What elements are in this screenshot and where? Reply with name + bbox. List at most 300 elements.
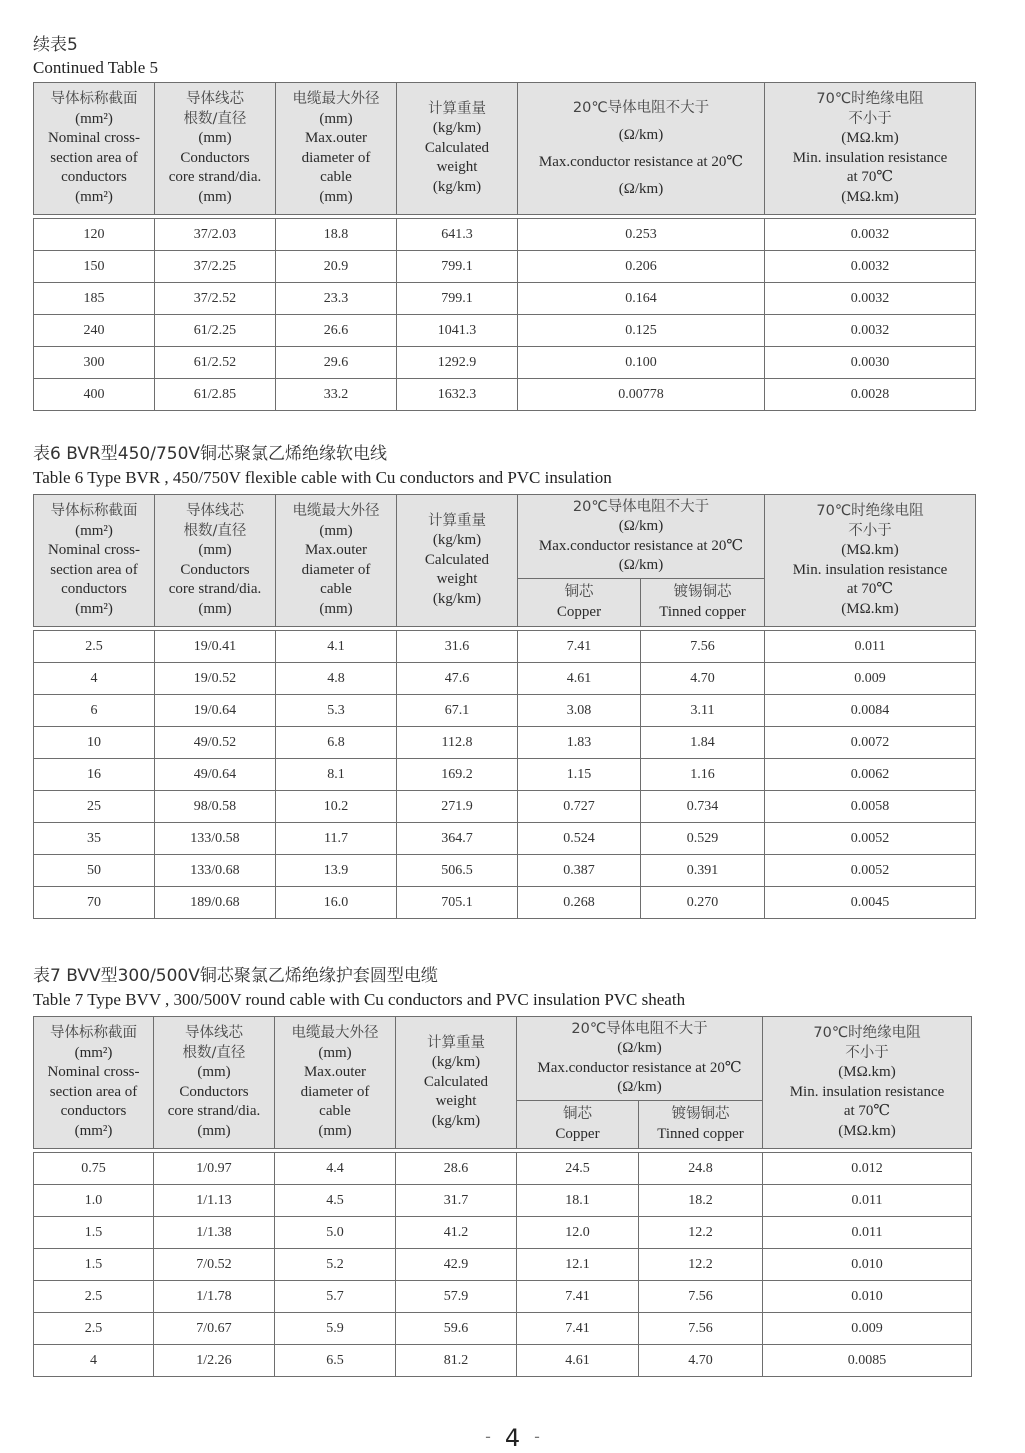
header-line: Copper [555, 1125, 600, 1142]
header-line: Calculated [424, 551, 490, 568]
table-cell: 3.08 [518, 695, 641, 727]
table7-body [34, 1149, 972, 1377]
header-line: 电缆最大外径 [292, 91, 380, 107]
header-line: (mm²) [75, 110, 113, 127]
table-cell: 4.8 [276, 663, 397, 695]
header-copper [518, 579, 641, 627]
table-cell: 1041.3 [397, 315, 518, 347]
table-cell: 61/2.52 [155, 347, 276, 379]
header-line: 铜芯 [564, 584, 594, 600]
table-cell: 0.0084 [765, 695, 976, 727]
table-cell: 19/0.41 [155, 631, 276, 663]
table-cell: 4 [34, 1345, 154, 1377]
header-line: (mm) [319, 188, 353, 205]
header-line: (mm²) [75, 600, 113, 617]
table-cell: 705.1 [397, 887, 518, 919]
table-cell: 4.70 [639, 1345, 763, 1377]
table-cell: 61/2.25 [155, 315, 276, 347]
table-cell: 1632.3 [397, 379, 518, 411]
table-cell: 24.5 [517, 1153, 639, 1185]
header-strand [154, 1017, 275, 1149]
header-line: (Ω/km) [618, 518, 664, 534]
table-cell: 61/2.85 [155, 379, 276, 411]
table-cell: 0.009 [763, 1313, 972, 1345]
table-row [34, 631, 976, 663]
table-cell: 506.5 [397, 855, 518, 887]
header-line: weight [436, 159, 478, 176]
header-line: (Ω/km) [617, 1079, 662, 1095]
table-cell: 12.1 [517, 1249, 639, 1281]
header-line: (mm) [319, 522, 353, 539]
header-line: (kg/km) [432, 120, 482, 137]
table-cell: 5.3 [276, 695, 397, 727]
header-area [34, 83, 155, 215]
table-cell: 1.84 [641, 727, 765, 759]
header-line: at 70℃ [846, 581, 894, 597]
header-line: weight [436, 571, 478, 588]
table-cell: 59.6 [396, 1313, 517, 1345]
table-cell: 0.0030 [765, 347, 976, 379]
header-line: (Ω/km) [618, 557, 664, 573]
table-cell: 18.8 [276, 219, 397, 251]
header-line: (mm) [198, 542, 232, 558]
table-cell: 1.83 [518, 727, 641, 759]
table-cell: 0.0032 [765, 251, 976, 283]
header-line: 70℃时绝缘电阻 [816, 91, 924, 107]
header-line: (mm) [318, 1122, 352, 1139]
table-cell: 4.61 [518, 663, 641, 695]
table-cell: 37/2.25 [155, 251, 276, 283]
table6-body [34, 627, 976, 919]
header-line: (kg/km) [431, 1112, 481, 1129]
table-cell: 28.6 [396, 1153, 517, 1185]
table-cell: 271.9 [397, 791, 518, 823]
table-cell: 1/0.97 [154, 1153, 275, 1185]
header-line: at 70℃ [846, 169, 894, 185]
header-line: 导体线芯 [185, 1025, 243, 1041]
table-row [34, 251, 976, 283]
header-weight [396, 1017, 517, 1149]
header-line: 铜芯 [563, 1106, 592, 1122]
table-cell: 47.6 [397, 663, 518, 695]
table-cell: 49/0.64 [155, 759, 276, 791]
header-line: (MΩ.km) [841, 130, 899, 146]
table-cell: 0.011 [765, 631, 976, 663]
header-line: 20℃导体电阻不大于 [572, 498, 710, 515]
header-line: Max.outer [304, 542, 368, 558]
table-cell: 5.2 [275, 1249, 396, 1281]
table-cell: 1.15 [518, 759, 641, 791]
table-cell: 1292.9 [397, 347, 518, 379]
header-line: (mm) [198, 188, 232, 205]
table-cell: 31.6 [397, 631, 518, 663]
table-cell: 0.011 [763, 1217, 972, 1249]
header-line: Tinned copper [657, 1125, 744, 1142]
header-strand [155, 495, 276, 627]
table-cell: 0.270 [641, 887, 765, 919]
table-cell: 7.56 [641, 631, 765, 663]
header-diameter [276, 83, 397, 215]
table-cell: 0.009 [765, 663, 976, 695]
header-line: (kg/km) [432, 178, 482, 195]
header-line: Conductors [180, 561, 250, 578]
table-cell: 0.387 [518, 855, 641, 887]
header-line: (mm) [198, 130, 232, 146]
table-cell: 364.7 [397, 823, 518, 855]
table-cell: 169.2 [397, 759, 518, 791]
table-cell: 37/2.03 [155, 219, 276, 251]
table-row [34, 1345, 972, 1377]
table-cell: 400 [34, 379, 155, 411]
table7-title-cn: 表7 BVV型300/500V铜芯聚氯乙烯绝缘护套圆型电缆 [33, 966, 438, 986]
header-tinned-copper [639, 1101, 763, 1149]
header-line: section area of [49, 1083, 138, 1100]
table-cell: 20.9 [276, 251, 397, 283]
table-cell: 24.8 [639, 1153, 763, 1185]
header-line: 根数/直径 [182, 1044, 246, 1061]
header-line: (MΩ.km) [838, 1064, 896, 1080]
table-cell: 641.3 [397, 219, 518, 251]
header-line: 20℃导体电阻不大于 [571, 1020, 708, 1037]
table-cell: 42.9 [396, 1249, 517, 1281]
table-cell: 0.727 [518, 791, 641, 823]
table-cell: 4.5 [275, 1185, 396, 1217]
table-row [34, 379, 976, 411]
table-cell: 10.2 [276, 791, 397, 823]
table-row [34, 855, 976, 887]
table-cell: 0.0052 [765, 823, 976, 855]
header-line: 根数/直径 [183, 522, 247, 539]
table-cell: 120 [34, 219, 155, 251]
table-cell: 12.2 [639, 1217, 763, 1249]
table-cell: 7.56 [639, 1313, 763, 1345]
table-cell: 133/0.58 [155, 823, 276, 855]
header-line: (MΩ.km) [838, 1122, 896, 1139]
header-resistance [517, 1017, 763, 1101]
table-cell: 98/0.58 [155, 791, 276, 823]
table-cell: 19/0.64 [155, 695, 276, 727]
table-row [34, 1281, 972, 1313]
header-area [34, 1017, 154, 1149]
header-line: cable [319, 1103, 351, 1119]
header-line: 20℃导体电阻不大于 [572, 99, 710, 116]
table-cell: 12.2 [639, 1249, 763, 1281]
table-cell: 0.391 [641, 855, 765, 887]
page-number-value: 4 [504, 1424, 521, 1452]
table-cell: 3.11 [641, 695, 765, 727]
table-cell: 0.0032 [765, 315, 976, 347]
header-line: Calculated [423, 1073, 489, 1090]
table-cell: 1.5 [34, 1249, 154, 1281]
header-line: 不小于 [848, 110, 892, 127]
table-cell: 35 [34, 823, 155, 855]
header-line: (mm²) [74, 1044, 113, 1061]
header-line: 导体线芯 [186, 91, 244, 107]
header-copper [517, 1101, 639, 1149]
header-line: conductors [60, 1103, 127, 1119]
header-line: (mm²) [75, 188, 113, 205]
header-weight [397, 495, 518, 627]
table-cell: 67.1 [397, 695, 518, 727]
table-cell: 0.253 [518, 219, 765, 251]
header-line: diameter of [301, 149, 371, 166]
table-row [34, 1153, 972, 1185]
table-cell: 5.7 [275, 1281, 396, 1313]
table-cell: 7/0.52 [154, 1249, 275, 1281]
table-cell: 0.164 [518, 283, 765, 315]
table-cell: 70 [34, 887, 155, 919]
table-cell: 6.8 [276, 727, 397, 759]
table-cell: 2.5 [34, 1313, 154, 1345]
table-cell: 25 [34, 791, 155, 823]
dash-right: - [534, 1427, 540, 1446]
header-line: conductors [61, 169, 127, 185]
table-cell: 1/1.13 [154, 1185, 275, 1217]
table-cell: 18.1 [517, 1185, 639, 1217]
header-line: 导体标称截面 [50, 503, 138, 519]
header-line: 不小于 [845, 1044, 889, 1061]
table-row [34, 219, 976, 251]
table-cell: 0.0062 [765, 759, 976, 791]
header-line: (mm²) [74, 1122, 113, 1139]
header-weight [397, 83, 518, 215]
header-line: Max.conductor resistance at 20℃ [538, 153, 744, 170]
dash-left: - [485, 1427, 491, 1446]
table6 [33, 494, 976, 919]
header-line: Nominal cross- [47, 542, 141, 558]
header-line: 镀锡铜芯 [673, 584, 732, 600]
table-cell: 13.9 [276, 855, 397, 887]
header-line: 电缆最大外径 [291, 1025, 379, 1041]
header-line: 镀锡铜芯 [671, 1106, 730, 1122]
table-cell: 12.0 [517, 1217, 639, 1249]
table-cell: 0.529 [641, 823, 765, 855]
header-diameter [276, 495, 397, 627]
table6-title-cn: 表6 BVR型450/750V铜芯聚氯乙烯绝缘软电线 [33, 444, 388, 464]
table-cell: 4.4 [275, 1153, 396, 1185]
header-line: at 70℃ [843, 1103, 891, 1119]
table-cell: 19/0.52 [155, 663, 276, 695]
table-cell: 16 [34, 759, 155, 791]
table-cell: 0.734 [641, 791, 765, 823]
header-line: (mm) [319, 600, 353, 617]
table-cell: 0.125 [518, 315, 765, 347]
header-line: (mm) [198, 600, 232, 617]
table-cell: 1.5 [34, 1217, 154, 1249]
header-line: Conductors [179, 1083, 249, 1100]
header-line: section area of [50, 561, 138, 578]
table-cell: 10 [34, 727, 155, 759]
header-line: Min. insulation resistance [792, 561, 948, 578]
header-line: 计算重量 [428, 100, 486, 117]
table-cell: 33.2 [276, 379, 397, 411]
table-cell: 150 [34, 251, 155, 283]
table-cell: 0.010 [763, 1249, 972, 1281]
header-line: Calculated [424, 139, 490, 156]
table-row [34, 727, 976, 759]
table-cell: 0.206 [518, 251, 765, 283]
header-line: core strand/dia. [167, 1103, 261, 1119]
table-cell: 7.41 [517, 1281, 639, 1313]
table-row [34, 791, 976, 823]
table-cell: 300 [34, 347, 155, 379]
header-strand [155, 83, 276, 215]
table5-title-en: Continued Table 5 [33, 58, 159, 77]
header-line: (mm²) [75, 522, 113, 539]
table-cell: 0.011 [763, 1185, 972, 1217]
header-line: 导体标称截面 [50, 91, 138, 107]
header-area [34, 495, 155, 627]
table-cell: 0.268 [518, 887, 641, 919]
table-row [34, 823, 976, 855]
table-cell: 18.2 [639, 1185, 763, 1217]
table-cell: 1/2.26 [154, 1345, 275, 1377]
table-row [34, 695, 976, 727]
page-number [0, 1424, 1025, 1452]
table-cell: 5.9 [275, 1313, 396, 1345]
table-cell: 37/2.52 [155, 283, 276, 315]
table-cell: 2.5 [34, 631, 155, 663]
table-cell: 7/0.67 [154, 1313, 275, 1345]
header-line: (mm) [318, 1044, 352, 1061]
table-cell: 8.1 [276, 759, 397, 791]
table-row [34, 759, 976, 791]
header-line: (Ω/km) [618, 126, 664, 143]
header-line: (mm) [319, 110, 353, 127]
table-cell: 31.7 [396, 1185, 517, 1217]
header-line: weight [435, 1093, 477, 1110]
table-row [34, 887, 976, 919]
header-line: Min. insulation resistance [789, 1083, 945, 1100]
table-cell: 49/0.52 [155, 727, 276, 759]
table-cell: 0.010 [763, 1281, 972, 1313]
table-cell: 0.0032 [765, 219, 976, 251]
header-line: Nominal cross- [47, 130, 141, 146]
table-cell: 0.0058 [765, 791, 976, 823]
header-resistance [518, 83, 765, 215]
table-cell: 0.100 [518, 347, 765, 379]
table-cell: 1/1.78 [154, 1281, 275, 1313]
header-line: Copper [556, 603, 602, 620]
table-cell: 7.56 [639, 1281, 763, 1313]
table-cell: 4.70 [641, 663, 765, 695]
header-insulation [763, 1017, 972, 1149]
header-line: cable [320, 581, 352, 597]
table-cell: 2.5 [34, 1281, 154, 1313]
header-line: Max.outer [303, 1064, 367, 1080]
table-cell: 112.8 [397, 727, 518, 759]
header-line: (Ω/km) [617, 1040, 662, 1056]
table6-title-en: Table 6 Type BVR , 450/750V flexible cable with Cu conductors and PVC insulation [33, 468, 612, 487]
header-line: Max.conductor resistance at 20℃ [537, 1059, 742, 1076]
table-cell: 133/0.68 [155, 855, 276, 887]
header-line: 电缆最大外径 [292, 503, 380, 519]
header-line: cable [320, 169, 352, 185]
table-cell: 41.2 [396, 1217, 517, 1249]
header-line: conductors [61, 581, 127, 597]
table-cell: 50 [34, 855, 155, 887]
header-line: Min. insulation resistance [792, 149, 948, 166]
table5-title-cn: 续表5 [33, 35, 78, 55]
header-line: Max.outer [304, 130, 368, 146]
header-line: 不小于 [848, 522, 892, 539]
header-line: diameter of [301, 561, 371, 578]
header-line: (Ω/km) [618, 180, 664, 197]
header-line: diameter of [300, 1083, 370, 1100]
header-line: Tinned copper [659, 603, 746, 620]
header-line: 导体线芯 [186, 503, 244, 519]
table-cell: 16.0 [276, 887, 397, 919]
table-cell: 1.0 [34, 1185, 154, 1217]
table-cell: 0.0052 [765, 855, 976, 887]
table-cell: 0.012 [763, 1153, 972, 1185]
table7-title-en: Table 7 Type BVV , 300/500V round cable with Cu conductors and PVC insulation PVC sheath [33, 990, 686, 1009]
header-diameter [275, 1017, 396, 1149]
header-line: 70℃时绝缘电阻 [816, 503, 924, 519]
table-cell: 0.524 [518, 823, 641, 855]
header-line: 根数/直径 [183, 110, 247, 127]
table-cell: 23.3 [276, 283, 397, 315]
header-line: Max.conductor resistance at 20℃ [538, 537, 744, 554]
table-row [34, 315, 976, 347]
header-line: core strand/dia. [168, 169, 262, 185]
header-line: 计算重量 [427, 1034, 485, 1051]
table-cell: 0.00778 [518, 379, 765, 411]
table-cell: 799.1 [397, 251, 518, 283]
header-line: 70℃时绝缘电阻 [813, 1025, 921, 1041]
header-line: (kg/km) [432, 590, 482, 607]
header-insulation [765, 83, 976, 215]
table-cell: 7.41 [517, 1313, 639, 1345]
table-cell: 0.0032 [765, 283, 976, 315]
header-line: section area of [50, 149, 138, 166]
table-row [34, 1313, 972, 1345]
table-cell: 4.1 [276, 631, 397, 663]
header-line: 计算重量 [428, 512, 486, 529]
header-line: (kg/km) [431, 1054, 481, 1071]
table-cell: 799.1 [397, 283, 518, 315]
table-cell: 11.7 [276, 823, 397, 855]
table-cell: 1.16 [641, 759, 765, 791]
table-row [34, 1217, 972, 1249]
table-cell: 26.6 [276, 315, 397, 347]
table-cell: 7.41 [518, 631, 641, 663]
header-line: Conductors [180, 149, 250, 166]
table-row [34, 663, 976, 695]
table-cell: 81.2 [396, 1345, 517, 1377]
header-line: (mm) [197, 1064, 231, 1080]
header-tinned-copper [641, 579, 765, 627]
table-cell: 189/0.68 [155, 887, 276, 919]
table-cell: 29.6 [276, 347, 397, 379]
table-cell: 0.0028 [765, 379, 976, 411]
header-line: (MΩ.km) [841, 542, 899, 558]
table-cell: 4.61 [517, 1345, 639, 1377]
table-cell: 6 [34, 695, 155, 727]
header-resistance [518, 495, 765, 579]
header-line: Nominal cross- [47, 1064, 140, 1080]
header-line: 导体标称截面 [50, 1025, 137, 1041]
table-row [34, 1249, 972, 1281]
header-line: core strand/dia. [168, 581, 262, 597]
table-row [34, 347, 976, 379]
header-line: (kg/km) [432, 532, 482, 549]
header-line: (MΩ.km) [841, 188, 899, 205]
table-cell: 6.5 [275, 1345, 396, 1377]
table-cell: 1/1.38 [154, 1217, 275, 1249]
table-cell: 0.0085 [763, 1345, 972, 1377]
table-cell: 0.75 [34, 1153, 154, 1185]
